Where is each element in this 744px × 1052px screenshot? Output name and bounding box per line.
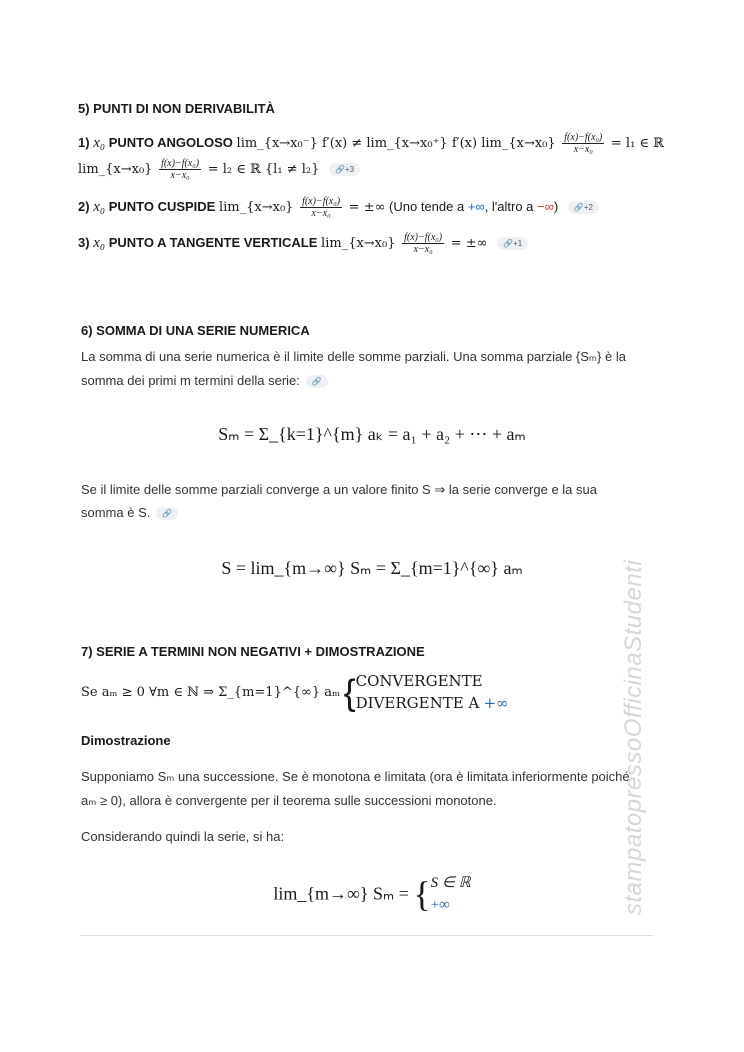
- note: ): [553, 198, 559, 214]
- note: , l'altro a: [484, 198, 538, 214]
- numerator: f(x)−f(x₀): [161, 158, 200, 169]
- link-icon[interactable]: 🔗: [306, 375, 328, 388]
- condition-line: [81, 670, 509, 715]
- divider: [80, 935, 653, 936]
- watermark: stampatopressoOfficinaStudenti: [620, 559, 647, 915]
- math: x₀: [93, 134, 106, 151]
- math: lim_{x→x₀}: [321, 235, 396, 251]
- paragraph: [81, 373, 328, 388]
- link-icon[interactable]: 🔗+3: [329, 163, 360, 176]
- case: S ∈ ℝ: [430, 875, 471, 891]
- fraction: [159, 158, 201, 181]
- paragraph: Se il limite delle somme parziali converge a un valore finito S ⇒ la serie converge e la sua: [81, 482, 597, 497]
- denominator: x−x₀: [311, 208, 331, 219]
- item-number: 1): [78, 134, 90, 150]
- paragraph: [81, 505, 178, 520]
- math: = ±∞: [348, 199, 386, 215]
- note: (Uno tende a: [389, 198, 468, 214]
- section-5-title: 5) PUNTI DI NON DERIVABILITÀ: [78, 101, 275, 116]
- math: Se aₘ ≥ 0 ∀m ∈ ℕ ⇒ Σ_{m=1}^{∞} aₘ: [81, 684, 340, 700]
- math: −∞: [537, 198, 554, 214]
- link-icon[interactable]: 🔗+2: [568, 201, 599, 214]
- item-number: 3): [78, 234, 90, 250]
- subtitle: Dimostrazione: [81, 733, 171, 748]
- item-label: PUNTO A TANGENTE VERTICALE: [108, 234, 318, 250]
- item-number: 2): [78, 198, 90, 214]
- item-3: [78, 232, 528, 255]
- paragraph: aₘ ≥ 0), allora è convergente per il teorema sulle successioni monotone.: [81, 793, 497, 808]
- section-7-title: 7) SERIE A TERMINI NON NEGATIVI + DIMOSTRAZIONE: [81, 644, 425, 659]
- math: lim_{m→∞} Sₘ =: [273, 883, 409, 904]
- formula-series-sum: S = lim_{m→∞} Sₘ = Σ_{m=1}^{∞} aₘ: [221, 558, 523, 578]
- cases: [431, 872, 471, 916]
- case: [356, 692, 509, 715]
- fraction: [562, 132, 604, 155]
- item-label: PUNTO CUSPIDE: [108, 198, 216, 214]
- text: somma dei primi m termini della serie:: [81, 373, 300, 388]
- numerator: f(x)−f(x₀): [302, 196, 341, 207]
- fraction: [402, 232, 444, 255]
- math: = ±∞: [450, 235, 488, 251]
- math: lim_{x→x₀}: [218, 199, 294, 215]
- item-2: [78, 196, 599, 219]
- math: lim_{x→x₀}: [78, 161, 153, 177]
- paragraph: Supponiamo Sₘ una successione. Se è monotona e limitata (ora è limitata inferiormente poiché: [81, 769, 630, 784]
- math: x₀: [93, 234, 106, 251]
- cases: [356, 670, 509, 715]
- formula-partial-sum: Sₘ = Σ_{k=1}^{m} aₖ = a₁ + a₂ + ⋯ + aₘ: [218, 424, 526, 444]
- math: +∞: [467, 198, 485, 214]
- section-6-title: 6) SOMMA DI UNA SERIE NUMERICA: [81, 323, 310, 338]
- math: = l₁ ∈ ℝ: [610, 135, 664, 151]
- paragraph: Considerando quindi la serie, si ha:: [81, 829, 285, 844]
- case: CONVERGENTE: [355, 672, 483, 690]
- text: somma è S.: [81, 505, 151, 520]
- item-label: PUNTO ANGOLOSO: [108, 134, 233, 150]
- math: x₀: [93, 198, 106, 215]
- brace: {: [413, 874, 431, 914]
- text: DIVERGENTE A: [355, 694, 480, 712]
- link-icon[interactable]: 🔗: [156, 507, 178, 520]
- math: +∞: [483, 694, 509, 712]
- numerator: f(x)−f(x₀): [564, 132, 603, 143]
- item-1-cont: [78, 158, 360, 181]
- math: lim_{x→x₀⁻} f′(x) ≠ lim_{x→x₀⁺} f′(x) lim_{x→x₀}: [236, 135, 556, 151]
- case: +∞: [430, 897, 450, 913]
- denominator: x−x₀: [573, 144, 593, 155]
- denominator: x−x₀: [413, 244, 433, 255]
- math: = l₂ ∈ ℝ {l₁ ≠ l₂}: [207, 161, 320, 177]
- paragraph: La somma di una serie numerica è il limite delle somme parziali. Una somma parziale {Sₘ} è la: [81, 349, 626, 364]
- fraction: [300, 196, 342, 219]
- denominator: x−x₀: [170, 170, 190, 181]
- brace: {: [343, 671, 356, 713]
- numerator: f(x)−f(x₀): [404, 232, 443, 243]
- link-icon[interactable]: 🔗+1: [497, 237, 528, 250]
- item-1: [78, 132, 664, 155]
